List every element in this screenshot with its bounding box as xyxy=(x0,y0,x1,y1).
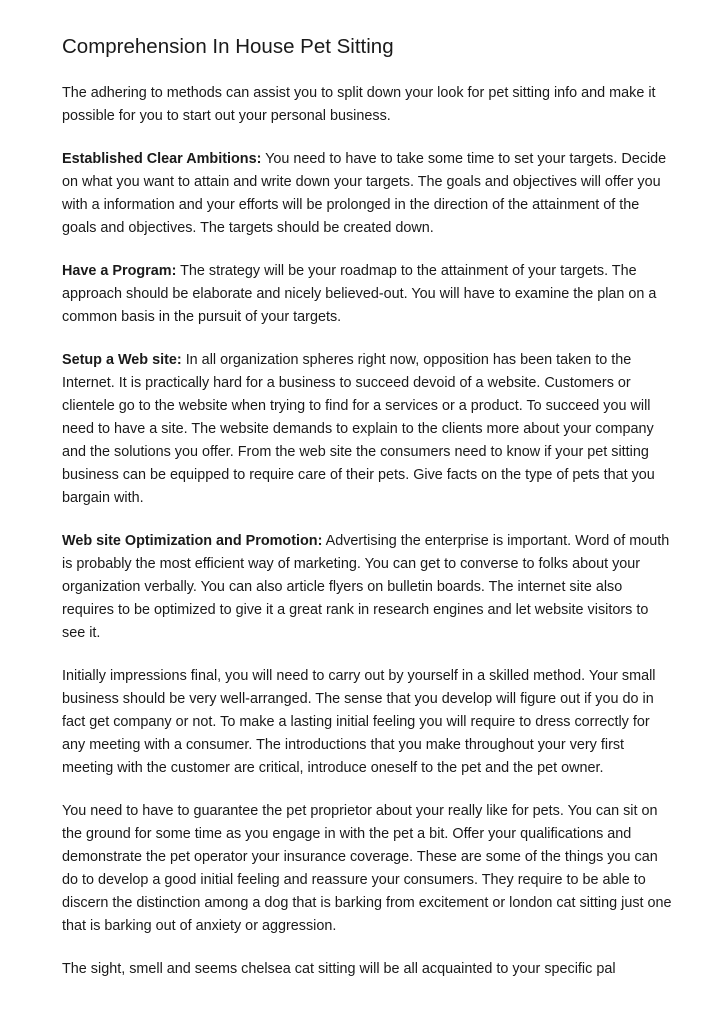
section-website xyxy=(62,349,674,510)
document-page xyxy=(62,30,674,1001)
intro-paragraph: The adhering to methods can assist you to split down your look for pet sitting info and make it possible for you to start out your personal business. xyxy=(62,85,656,124)
section-body: The strategy will be your roadmap to the attainment of your targets. The approach should be elaborate and nicely believed-out. You will have to examine the plan on a common basis in the pursuit of your targets. xyxy=(62,263,657,325)
section-optimization xyxy=(62,530,674,645)
section-heading: Have a Program: xyxy=(62,263,177,279)
page-title: Comprehension In House Pet Sitting xyxy=(62,35,394,58)
section-program xyxy=(62,260,674,329)
paragraph-reassure-owner: You need to have to guarantee the pet proprietor about your really like for pets. You can sit on the ground for some time as you engage in with the pet a bit. Offer your qualifications and demonstrate the pet operator your insurance coverage. These are some of the things you can do to develop a good initial feeling and reassure your consumers. They require to be able to discern the distinction among a dog that is barking from excitement or london cat sitting just one that is barking out of anxiety or aggression. xyxy=(62,803,672,934)
section-heading: Setup a Web site: xyxy=(62,352,182,368)
section-body: You need to have to take some time to set your targets. Decide on what you want to attain and write down your targets. The goals and objectives will offer you with a information and your efforts will be prolonged in the direction of the attainment of the goals and objectives. The targets should be created down. xyxy=(62,151,667,236)
section-body: In all organization spheres right now, opposition has been taken to the Internet. It is practically hard for a business to succeed devoid of a website. Customers or clientele go to the website when trying to find for a services or a product. To succeed you will need to have a site. The website demands to explain to the clients more about your company and the solutions you offer. From the web site the consumers need to know if your pet sitting business can be equipped to require care of their pets. Give facts on the type of pets that you bargain with. xyxy=(62,352,655,506)
section-heading: Established Clear Ambitions: xyxy=(62,151,262,167)
section-goals xyxy=(62,148,674,240)
paragraph-sight-smell: The sight, smell and seems chelsea cat sitting will be all acquainted to your specific pal xyxy=(62,961,616,977)
section-heading: Web site Optimization and Promotion: xyxy=(62,533,323,549)
section-body: Advertising the enterprise is important. Word of mouth is probably the most efficient way of marketing. You can get to converse to folks about your organization verbally. You can also article flyers on bulletin boards. The internet site also requires to be optimized to give it a great rank in research engines and let website visitors to see it. xyxy=(62,533,670,641)
paragraph-first-impressions: Initially impressions final, you will need to carry out by yourself in a skilled method. Your small business should be very well-arranged. The sense that you develop will figure out if you do in fact get company or not. To make a lasting initial feeling you will require to dress correctly for any meeting with a consumer. The introductions that you make throughout your very first meeting with the customer are critical, introduce oneself to the pet and the pet owner. xyxy=(62,668,656,776)
